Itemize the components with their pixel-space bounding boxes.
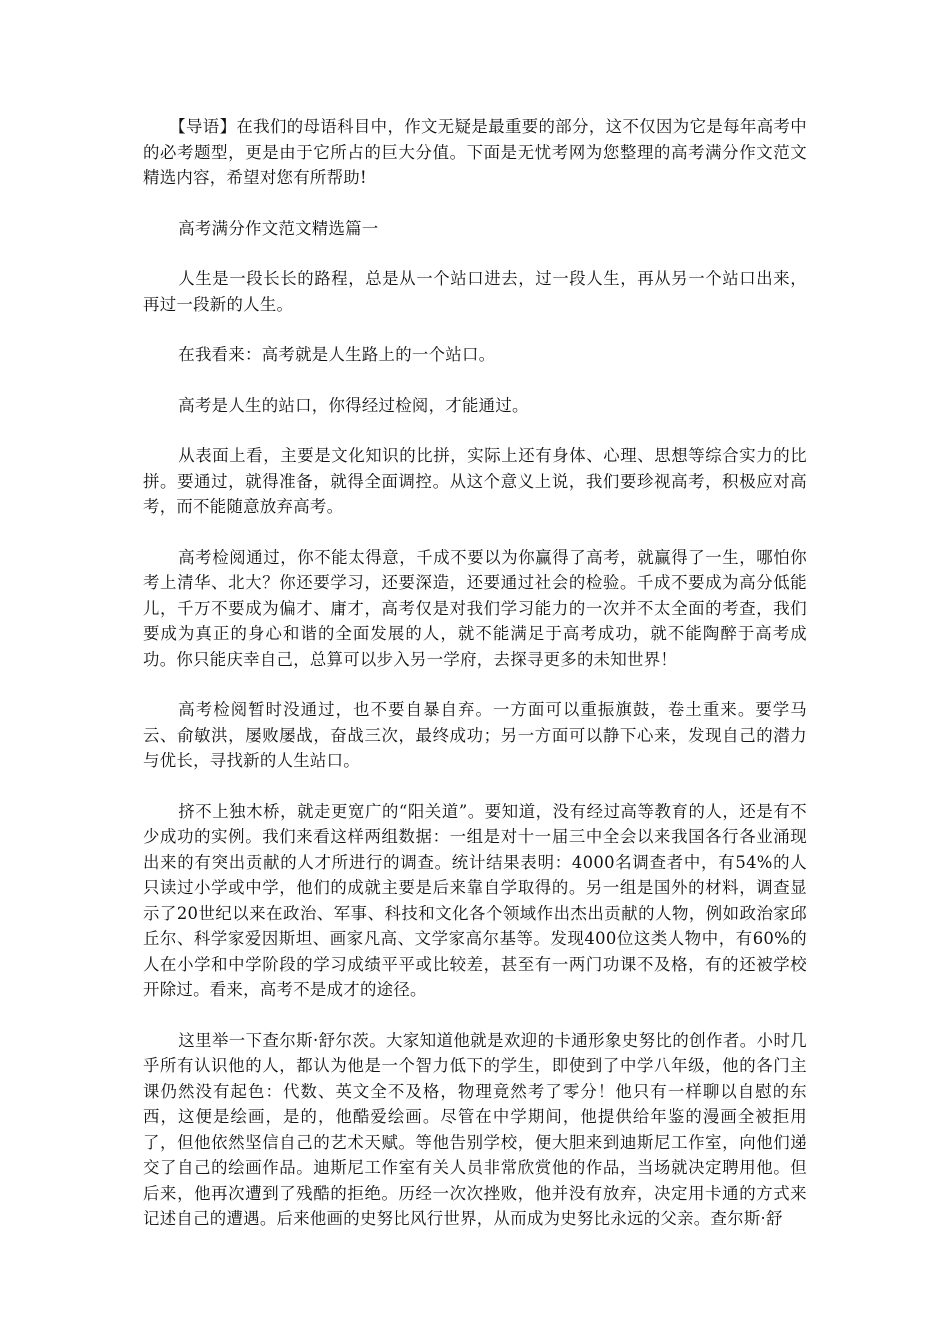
document-body xyxy=(143,114,807,1257)
body-paragraph: 从表面上看，主要是文化知识的比拼，实际上还有身体、心理、思想等综合实力的比拼。要通过，就得准备，就得全面调控。从这个意义上说，我们要珍视高考，积极应对高考，而不能随意放弃高考。 xyxy=(143,446,807,516)
section-title: 高考满分作文范文精选篇一 xyxy=(178,218,379,238)
body-paragraph: 在我看来：高考就是人生路上的一个站口。 xyxy=(178,345,496,364)
body-paragraph: 挤不上独木桥，就走更宽广的“阳关道”。要知道，没有经过高等教育的人，还是有不少成功的实例。我们来看这样两组数据：一组是对十一届三中全会以来我国各行各业涌现出来的有突出贡献的人才所进行的调查。统计结果表明：4000名调查者中，有54%的人只读过小学或中学，他们的成就主要是后来靠自学取得的。另一组是国外的材料，调查显示了20世纪以来在政治、军事、科技和文化各个领域作出杰出贡献的人物，例如政治家邱丘尔、科学家爱因斯坦、画家凡高、文学家高尔基等。发现400位这类人物中，有60%的人在小学和中学阶段的学习成绩平平或比较差，甚至有一两门功课不及格，有的还被学校开除过。看来，高考不是成才的途径。 xyxy=(143,801,807,999)
body-paragraph: 高考是人生的站口，你得经过检阅，才能通过。 xyxy=(178,395,529,415)
body-paragraph: 高考检阅暂时没通过，也不要自暴自弃。一方面可以重振旗鼓，卷土重来。要学马云、俞敏洪，屡败屡战，奋战三次，最终成功；另一方面可以静下心来，发现自己的潜力与优长，寻找新的人生站口。 xyxy=(143,700,807,770)
intro-paragraph: 【导语】在我们的母语科目中，作文无疑是最重要的部分，这不仅因为它是每年高考中的必考题型，更是由于它所占的巨大分值。下面是无忧考网为您整理的高考满分作文范文精选内容，希望对您有所帮助! xyxy=(143,117,807,187)
body-paragraph: 这里举一下查尔斯·舒尔茨。大家知道他就是欢迎的卡通形象史努比的创作者。小时几乎所有认识他的人，都认为他是一个智力低下的学生，即使到了中学八年级，他的各门主课仍然没有起色：代数、英文全不及格，物理竟然考了零分！他只有一样聊以自慰的东西，这便是绘画，是的，他酷爱绘画。尽管在中学期间，他提供给年鉴的漫画全被拒用了，但他依然坚信自己的艺术天赋。等他告别学校，便大胆来到迪斯尼工作室，向他们递交了自己的绘画作品。迪斯尼工作室有关人员非常欣赏他的作品，当场就决定聘用他。但后来，他再次遭到了残酷的拒绝。历经一次次挫败，他并没有放弃，决定用卡通的方式来记述自己的遭遇。后来他画的史努比风行世界，从而成为史努比永远的父亲。查尔斯·舒 xyxy=(143,1030,807,1228)
body-paragraph: 高考检阅通过，你不能太得意，千成不要以为你赢得了高考，就赢得了一生，哪怕你考上清华、北大？你还要学习，还要深造，还要通过社会的检验。千成不要成为高分低能儿，千万不要成为偏才、庸才，高考仅是对我们学习能力的一次并不太全面的考查，我们要成为真正的身心和谐的全面发展的人，就不能满足于高考成功，就不能陶醉于高考成功。你只能庆幸自己，总算可以步入另一学府，去探寻更多的未知世界！ xyxy=(143,547,807,669)
body-paragraph: 人生是一段长长的路程，总是从一个站口进去，过一段人生，再从另一个站口出来，再过一段新的人生。 xyxy=(143,269,807,314)
